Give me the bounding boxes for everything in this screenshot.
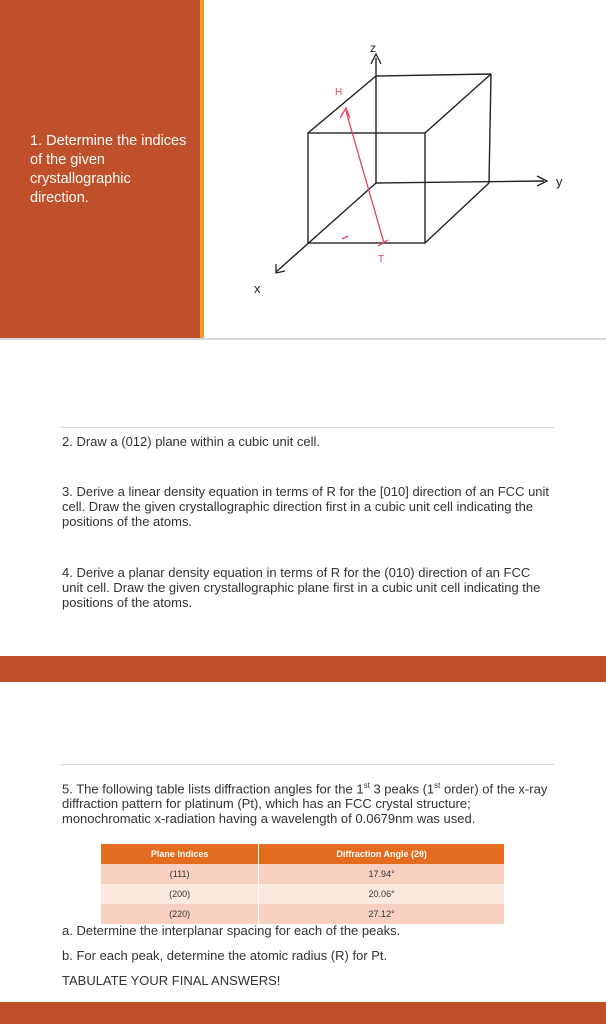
table-cell: 17.94°	[259, 864, 505, 884]
table-cell: (200)	[101, 884, 259, 904]
cube-lines	[276, 58, 544, 272]
divider-line	[60, 427, 554, 428]
divider-line	[60, 764, 554, 765]
table-cell: 27.12°	[259, 904, 505, 924]
question-5a: a. Determine the interplanar spacing for each of the peaks.	[62, 923, 401, 938]
direction-vector	[340, 108, 388, 246]
question-3: 3. Derive a linear density equation in terms of R for the [010] direction of an FCC unit cell. Draw the given crystallographic direction first in a cubic unit cell indicating the positions of the atoms.	[62, 484, 550, 529]
table-row	[101, 864, 505, 884]
tabulate-note: TABULATE YOUR FINAL ANSWERS!	[62, 973, 281, 988]
cube-diagram	[204, 0, 604, 338]
label-t: T	[378, 254, 385, 265]
label-y: y	[556, 174, 563, 189]
diffraction-table	[101, 844, 505, 924]
table-cell: (111)	[101, 864, 259, 884]
orange-band-1	[0, 656, 606, 682]
question-5: 5. The following table lists diffraction angles for the 1st 3 peaks (1st order) of the x-ray diffraction pattern for platinum (Pt), which has an FCC crystal structure; monochromatic x-radiation having a wavelength of 0.0679nm was used.	[62, 781, 548, 827]
x-axis	[276, 183, 376, 272]
cube-front-face	[308, 133, 425, 243]
question-1: 1. Determine the indices of the given crystallographic direction.	[30, 133, 187, 206]
slide-1	[0, 0, 606, 340]
label-h: H	[335, 87, 343, 98]
table-header: Plane Indices	[101, 844, 259, 864]
slide-divider	[0, 338, 606, 340]
table-row	[101, 904, 505, 924]
orange-band-2	[0, 1002, 606, 1024]
table-row	[101, 884, 505, 904]
question-5b: b. For each peak, determine the atomic radius (R) for Pt.	[62, 948, 388, 963]
question-2: 2. Draw a (012) plane within a cubic unit cell.	[62, 434, 320, 449]
y-axis	[376, 181, 544, 183]
table-header: Diffraction Angle (2θ)	[259, 844, 505, 864]
question-4: 4. Derive a planar density equation in terms of R for the (010) direction of an FCC unit cell. Draw the given crystallographic plane first in a cubic unit cell indicating the positions of the atoms.	[62, 565, 541, 610]
label-z: z	[370, 41, 376, 55]
table-cell: (220)	[101, 904, 259, 924]
label-x: x	[254, 281, 261, 296]
table-cell: 20.06°	[259, 884, 505, 904]
